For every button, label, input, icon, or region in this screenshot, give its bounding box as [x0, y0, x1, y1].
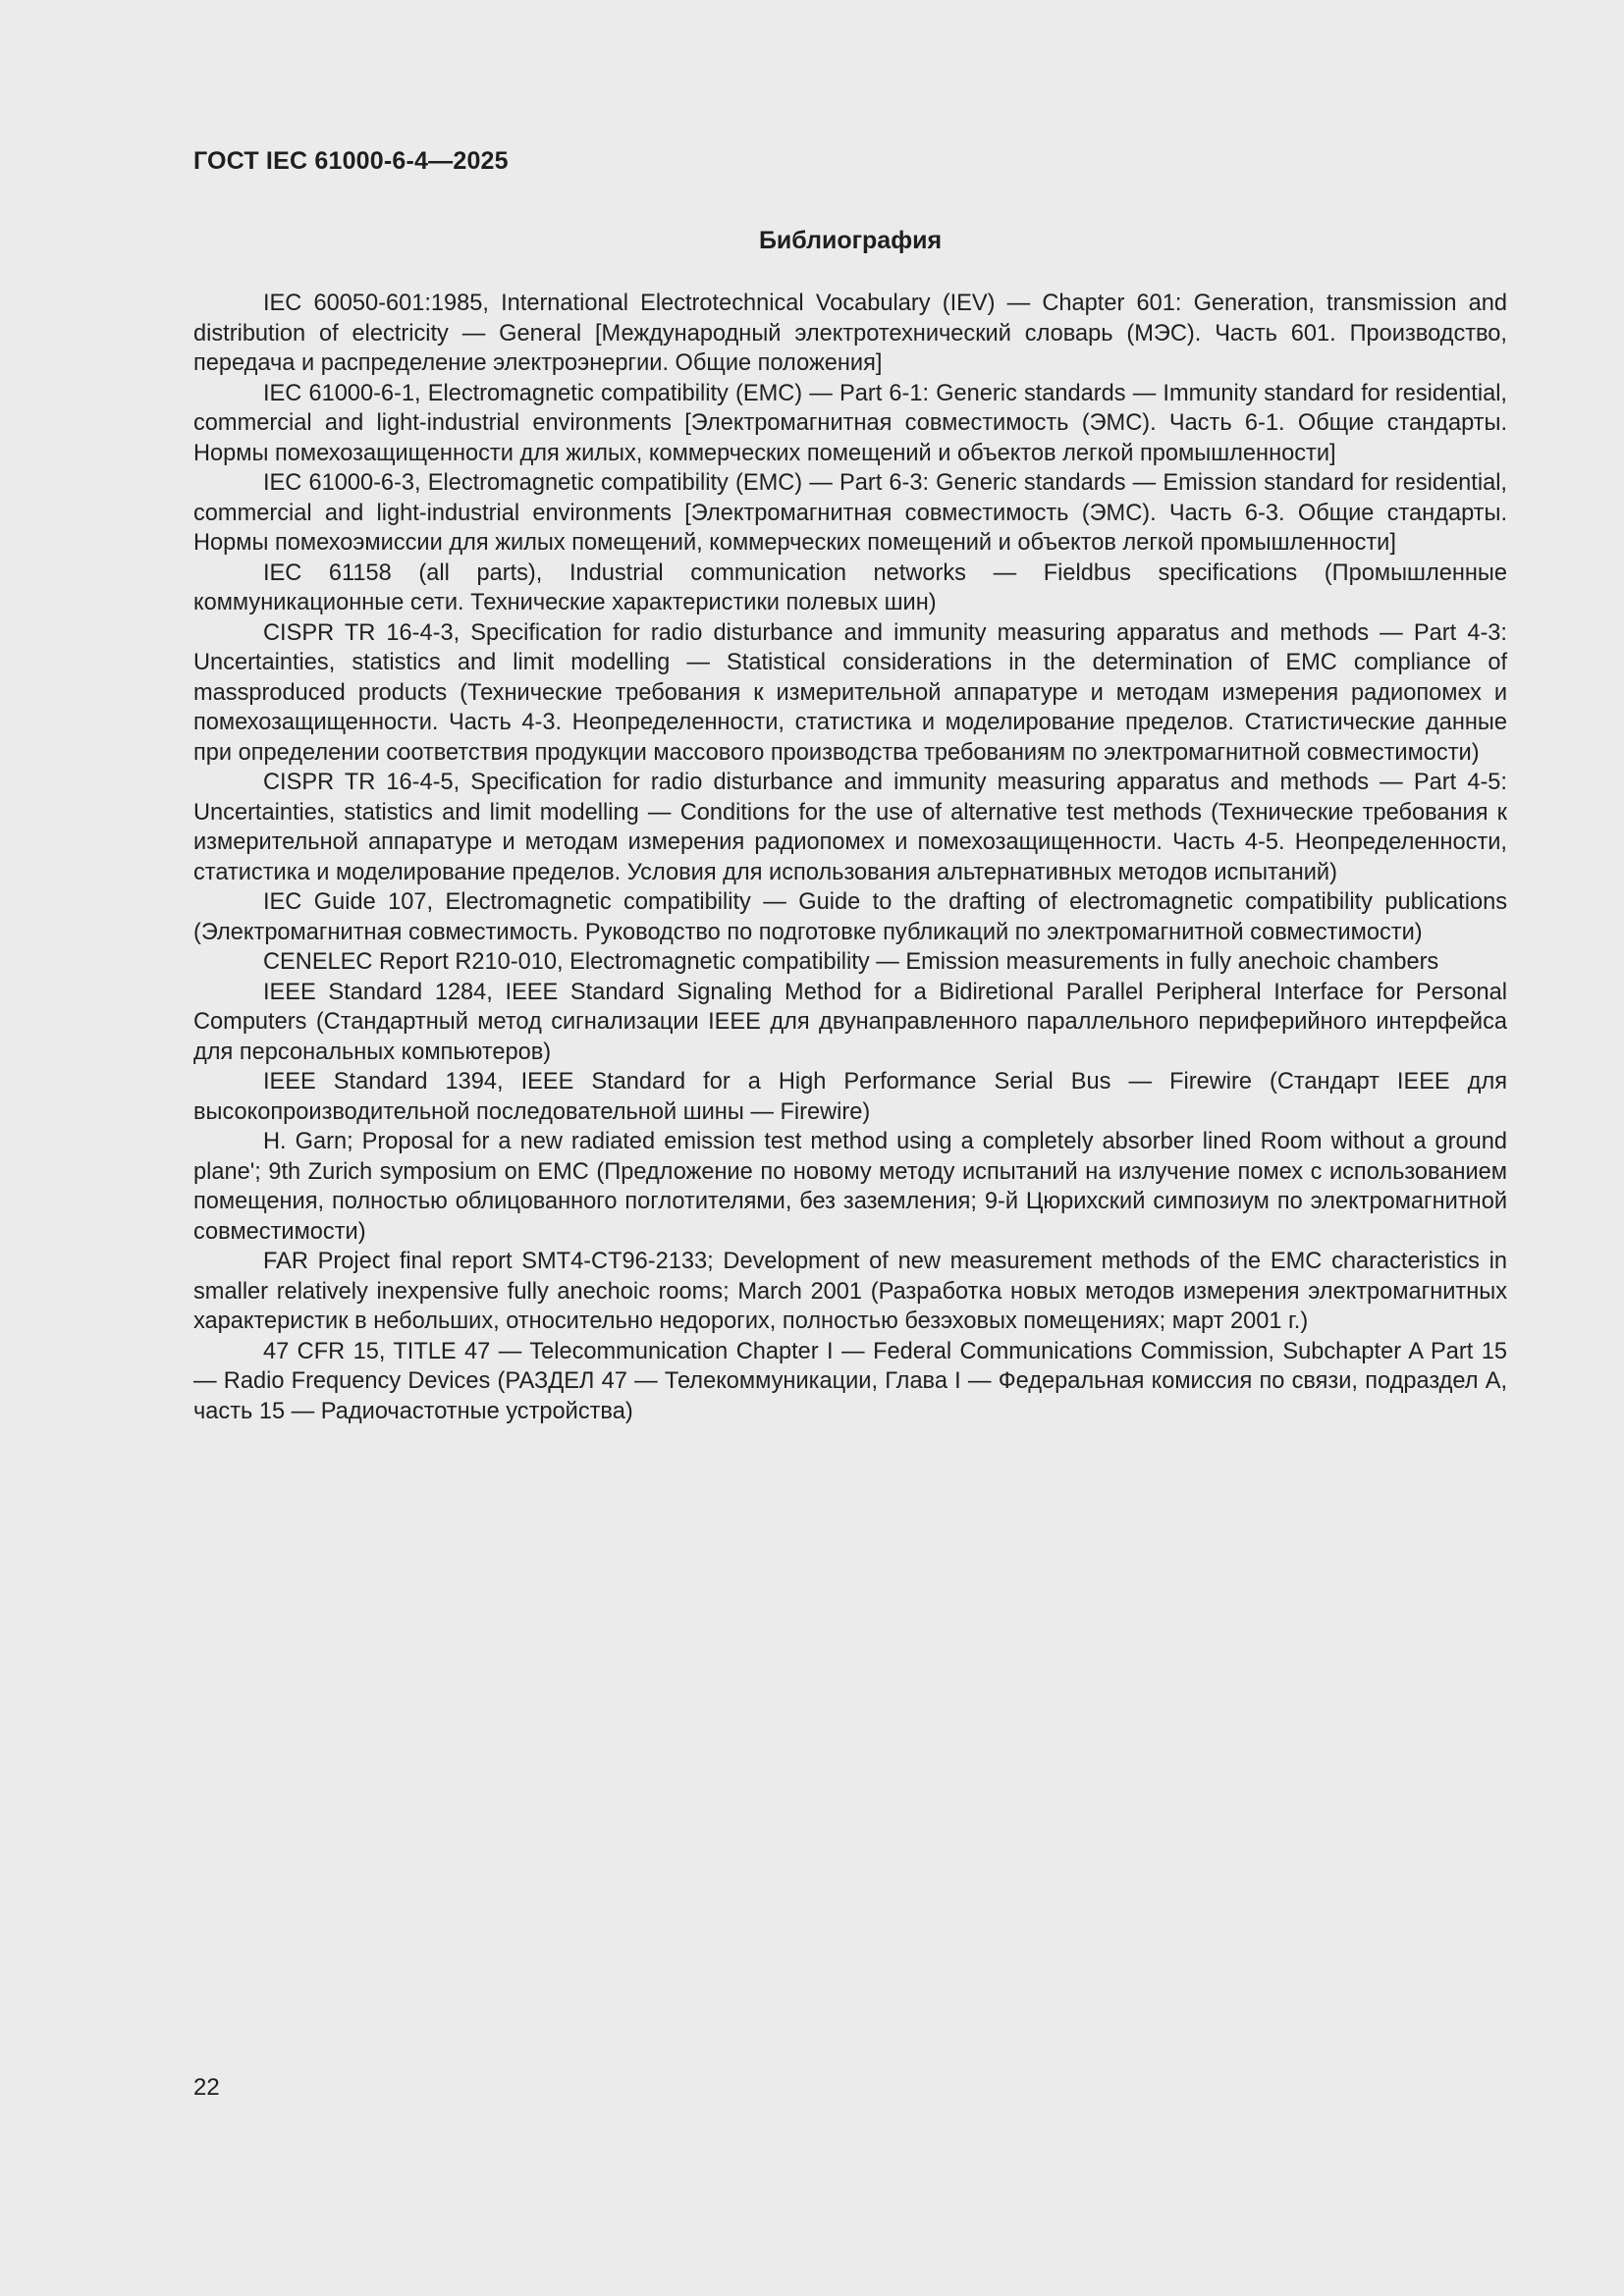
- bibliography-entry: H. Garn; Proposal for a new radiated emission test method using a completely absorber lined Room without a ground plane'; 9th Zurich symposium on EMC (Предложение по новому методу испытаний на излучение помех с использованием помещения, полностью облицованного поглотителями, без заземления; 9-й Цюрихский симпозиум по электромагнитной совместимости): [193, 1129, 1507, 1245]
- bibliography-entry: IEC 61158 (all parts), Industrial communication networks — Fieldbus specifications (Промышленные коммуникационные сети. Технические характеристики полевых шин): [193, 560, 1507, 615]
- bibliography-entry: IEEE Standard 1284, IEEE Standard Signaling Method for a Bidiretional Parallel Peripheral Interface for Personal Computers (Стандартный метод сигнализации IEEE для двунаправленного параллельного периферийного интерфейса для персональных компьютеров): [193, 979, 1507, 1065]
- bibliography-entry: FAR Project final report SMT4-CT96-2133; Development of new measurement methods of the EMC characteristics in smaller relatively inexpensive fully anechoic rooms; March 2001 (Разработка новых методов измерения электромагнитных характеристик в небольших, относительно недорогих, полностью безэховых помещениях; март 2001 г.): [193, 1249, 1507, 1334]
- bibliography-entry: IEC 61000-6-1, Electromagnetic compatibility (EMC) — Part 6-1: Generic standards — Immunity standard for residential, commercial and light-industrial environments [Электромагнитная совместимость (ЭМС). Часть 6-1. Общие стандарты. Нормы помехозащищенности для жилых, коммерческих помещений и объектов легкой промышленности]: [193, 380, 1507, 466]
- bibliography-entry: CISPR TR 16-4-5, Specification for radio disturbance and immunity measuring apparatus and methods — Part 4-5: Uncertainties, statistics and limit modelling — Conditions for the use of alternative test methods (Технические требования к измерительной аппаратуре и методам измерения радиопомех и помехозащищенности. Часть 4-5. Неопределенности, статистика и моделирование пределов. Условия для использования альтернативных методов испытаний): [193, 770, 1507, 885]
- bibliography-list: [193, 289, 1507, 1426]
- bibliography-entry: IEC 60050-601:1985, International Electrotechnical Vocabulary (IEV) — Chapter 601: Generation, transmission and distribution of electricity — General [Международный электротехнический словарь (МЭС). Часть 601. Производство, передача и распределение электроэнергии. Общие положения]: [193, 291, 1507, 376]
- bibliography-entry: CENELEC Report R210-010, Electromagnetic compatibility — Emission measurements in fully anechoic chambers: [263, 949, 1439, 975]
- bibliography-entry: CISPR TR 16-4-3, Specification for radio disturbance and immunity measuring apparatus and methods — Part 4-3: Uncertainties, statistics and limit modelling — Statistical considerations in the determination of EMC compliance of massproduced products (Технические требования к измерительной аппаратуре и методам измерения радиопомех и помехозащищенности. Часть 4-3. Неопределенности, статистика и моделирование пределов. Статистические данные при определении соответствия продукции массового производства требованиям по электромагнитной совместимости): [193, 619, 1507, 766]
- bibliography-entry: IEC 61000-6-3, Electromagnetic compatibility (EMC) — Part 6-3: Generic standards — Emission standard for residential, commercial and light-industrial environments [Электромагнитная совместимость (ЭМС). Часть 6-3. Общие стандарты. Нормы помехоэмиссии для жилых помещений, коммерческих помещений и объектов легкой промышленности]: [193, 470, 1507, 556]
- bibliography-entry: IEC Guide 107, Electromagnetic compatibility — Guide to the drafting of electromagnetic compatibility publications (Электромагнитная совместимость. Руководство по подготовке публикаций по электромагнитной совместимости): [193, 889, 1507, 945]
- bibliography-entry: 47 CFR 15, TITLE 47 — Telecommunication Chapter I — Federal Communications Commission, Subchapter A Part 15 — Radio Frequency Devices (РАЗДЕЛ 47 — Телекоммуникации, Глава I — Федеральная комиссия по связи, подраздел A, часть 15 — Радиочастотные устройства): [193, 1338, 1507, 1424]
- page-number: 22: [193, 2074, 220, 2101]
- bibliography-entry: IEEE Standard 1394, IEEE Standard for a High Performance Serial Bus — Firewire (Стандарт IEEE для высокопроизводительной последовательной шины — Firewire): [193, 1069, 1507, 1125]
- section-title: Библиография: [758, 227, 943, 254]
- document-header: ГОСТ IEC 61000-6-4—2025: [193, 147, 509, 175]
